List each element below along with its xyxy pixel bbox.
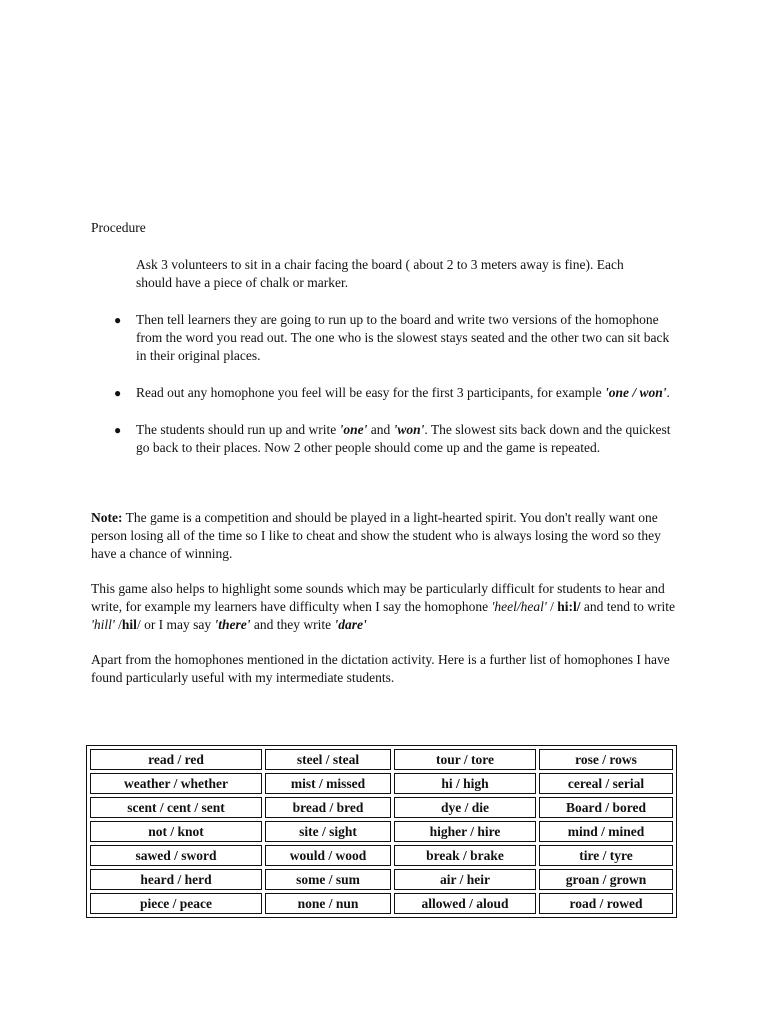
- note-label: Note:: [91, 510, 123, 525]
- table-cell: road / rowed: [539, 893, 673, 914]
- table-cell: steel / steal: [265, 749, 391, 770]
- table-row: [90, 821, 673, 842]
- table-cell: dye / die: [394, 797, 536, 818]
- table-cell: would / wood: [265, 845, 391, 866]
- note-paragraph: [91, 509, 681, 563]
- sounds-text: /: [546, 599, 558, 614]
- sounds-text: and they write: [250, 617, 335, 632]
- sounds-paragraph: [91, 580, 681, 634]
- table-cell: groan / grown: [539, 869, 673, 890]
- table-cell: sawed / sword: [90, 845, 262, 866]
- step-text-end: .: [666, 385, 670, 400]
- table-cell: read / red: [90, 749, 262, 770]
- table-cell: tour / tore: [394, 749, 536, 770]
- table-cell: allowed / aloud: [394, 893, 536, 914]
- table-cell: Board / bored: [539, 797, 673, 818]
- procedure-intro: Ask 3 volunteers to sit in a chair facing the board ( about 2 to 3 meters away is fine). Each should have a piece of chalk or marker.: [136, 257, 624, 290]
- table-cell: cereal / serial: [539, 773, 673, 794]
- table-cell: tire / tyre: [539, 845, 673, 866]
- table-cell: mist / missed: [265, 773, 391, 794]
- sounds-text: and tend to write: [580, 599, 676, 614]
- sounds-text: /: [114, 617, 122, 632]
- phonetic-hill: hil: [121, 617, 137, 632]
- table-row: [90, 797, 673, 818]
- homophone-table-wrap: [86, 745, 677, 918]
- table-row: [90, 749, 673, 770]
- step-text: . The slowest sits back down and the quickest go back to their places. Now 2 other people should come up and the game is repeated.: [136, 422, 671, 455]
- heel-heal: 'heel/heal': [491, 599, 547, 614]
- table-row: [90, 773, 673, 794]
- dare-word: 'dare': [334, 617, 367, 632]
- phonetic-heel: hi:l/: [557, 599, 581, 614]
- table-cell: piece / peace: [90, 893, 262, 914]
- table-cell: higher / hire: [394, 821, 536, 842]
- word-one: 'one': [339, 422, 368, 437]
- there-word: 'there': [214, 617, 251, 632]
- word-won: 'won': [393, 422, 425, 437]
- table-cell: some / sum: [265, 869, 391, 890]
- table-cell: mind / mined: [539, 821, 673, 842]
- sounds-text: / or I may say: [136, 617, 215, 632]
- table-cell: bread / bred: [265, 797, 391, 818]
- procedure-steps: [91, 311, 681, 457]
- table-cell: not / knot: [90, 821, 262, 842]
- procedure-step: [91, 384, 674, 402]
- table-cell: air / heir: [394, 869, 536, 890]
- procedure-heading: Procedure: [91, 220, 146, 235]
- document-body: [91, 219, 681, 704]
- table-cell: heard / herd: [90, 869, 262, 890]
- table-cell: scent / cent / sent: [90, 797, 262, 818]
- table-cell: site / sight: [265, 821, 391, 842]
- step-text: Then tell learners they are going to run up to the board and write two versions of the homophone from the word you read out. The one who is the slowest stays seated and the other two can sit back in their original places.: [136, 312, 670, 363]
- table-row: [90, 869, 673, 890]
- hill-word: 'hill': [91, 617, 115, 632]
- step-text: The students should run up and write: [136, 422, 340, 437]
- table-cell: rose / rows: [539, 749, 673, 770]
- note-text: The game is a competition and should be played in a light-hearted spirit. You don't really want one person losing all of the time so I like to cheat and show the student who is always losing the word so they have a chance of winning.: [91, 510, 661, 561]
- step-text: Read out any homophone you feel will be easy for the first 3 participants, for example: [136, 385, 605, 400]
- apart-paragraph: Apart from the homophones mentioned in the dictation activity. Here is a further list of homophones I have found particularly useful with my intermediate students.: [91, 652, 670, 685]
- table-cell: hi / high: [394, 773, 536, 794]
- step-text: and: [367, 422, 394, 437]
- table-cell: none / nun: [265, 893, 391, 914]
- procedure-step: [91, 421, 674, 457]
- bullet-icon: ●: [114, 313, 122, 327]
- procedure-step: [91, 311, 674, 365]
- sounds-text: This game also helps to highlight some sounds which may be particularly difficult for students to hear and write, for example my learners have difficulty when I say the homophone: [91, 581, 665, 614]
- example-homophone: 'one / won': [605, 385, 667, 400]
- table-row: [90, 893, 673, 914]
- homophone-table: [86, 745, 677, 918]
- bullet-icon: ●: [114, 386, 122, 400]
- table-cell: break / brake: [394, 845, 536, 866]
- table-cell: weather / whether: [90, 773, 262, 794]
- bullet-icon: ●: [114, 423, 122, 437]
- table-row: [90, 845, 673, 866]
